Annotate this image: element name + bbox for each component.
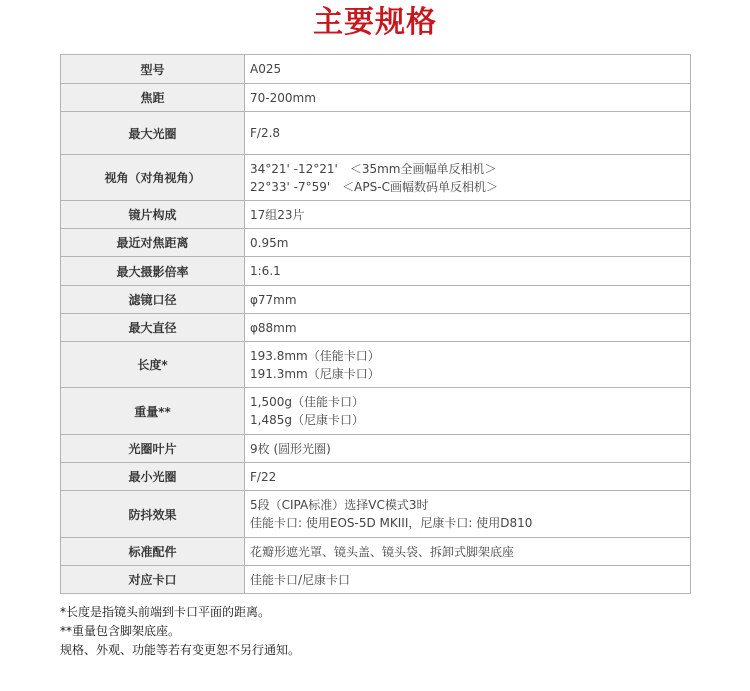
page-title: 主要规格 (313, 5, 437, 40)
spec-value: 花瓣形遮光罩、镜头盖、镜头袋、拆卸式脚架底座 (245, 538, 691, 566)
table-row (61, 201, 691, 229)
footnotes (60, 603, 300, 660)
spec-value: 34°21' -12°21' ＜35mm全画幅单反相机＞ 22°33' -7°59' ＜APS-C画幅数码单反相机＞ (245, 155, 691, 201)
spec-label: 镜片构成 (61, 201, 245, 229)
table-row (61, 257, 691, 286)
table-row (61, 314, 691, 342)
table-row (61, 229, 691, 257)
spec-table (60, 54, 691, 594)
spec-value: 9枚 (圆形光圈) (245, 435, 691, 463)
spec-label: 防抖效果 (61, 491, 245, 538)
spec-value: 1:6.1 (245, 257, 691, 286)
table-row (61, 388, 691, 435)
table-row (61, 84, 691, 112)
spec-value: 5段（CIPA标准）选择VC模式3时 佳能卡口: 使用EOS-5D MKIII，尼康卡口: 使用D810 (245, 491, 691, 538)
spec-label: 光圈叶片 (61, 435, 245, 463)
spec-value: F/22 (245, 463, 691, 491)
spec-value: 193.8mm（佳能卡口） 191.3mm（尼康卡口） (245, 342, 691, 388)
footnote: *长度是指镜头前端到卡口平面的距离。 (60, 605, 271, 619)
spec-label: 型号 (61, 55, 245, 84)
spec-label: 标准配件 (61, 538, 245, 566)
spec-value: φ88mm (245, 314, 691, 342)
spec-label: 最大光圈 (61, 112, 245, 155)
spec-label: 最小光圈 (61, 463, 245, 491)
table-row (61, 112, 691, 155)
footnote: 规格、外观、功能等若有变更恕不另行通知。 (60, 643, 301, 657)
spec-value: 17组23片 (245, 201, 691, 229)
table-row (61, 435, 691, 463)
spec-value: 1,500g（佳能卡口） 1,485g（尼康卡口） (245, 388, 691, 435)
spec-label: 长度* (61, 342, 245, 388)
spec-value: φ77mm (245, 286, 691, 314)
spec-label: 最近对焦距离 (61, 229, 245, 257)
spec-label: 最大摄影倍率 (61, 257, 245, 286)
table-row (61, 538, 691, 566)
footnote: **重量包含脚架底座。 (60, 624, 181, 638)
spec-label: 滤镜口径 (61, 286, 245, 314)
table-row (61, 155, 691, 201)
spec-label: 视角（对角视角） (61, 155, 245, 201)
spec-value: 0.95m (245, 229, 691, 257)
table-row (61, 286, 691, 314)
spec-value: 佳能卡口/尼康卡口 (245, 566, 691, 594)
spec-value: A025 (245, 55, 691, 84)
spec-value: 70-200mm (245, 84, 691, 112)
table-row (61, 342, 691, 388)
table-row (61, 55, 691, 84)
spec-label: 对应卡口 (61, 566, 245, 594)
table-row (61, 491, 691, 538)
spec-label: 焦距 (61, 84, 245, 112)
spec-label: 最大直径 (61, 314, 245, 342)
spec-value: F/2.8 (245, 112, 691, 155)
table-row (61, 463, 691, 491)
table-row (61, 566, 691, 594)
spec-label: 重量** (61, 388, 245, 435)
